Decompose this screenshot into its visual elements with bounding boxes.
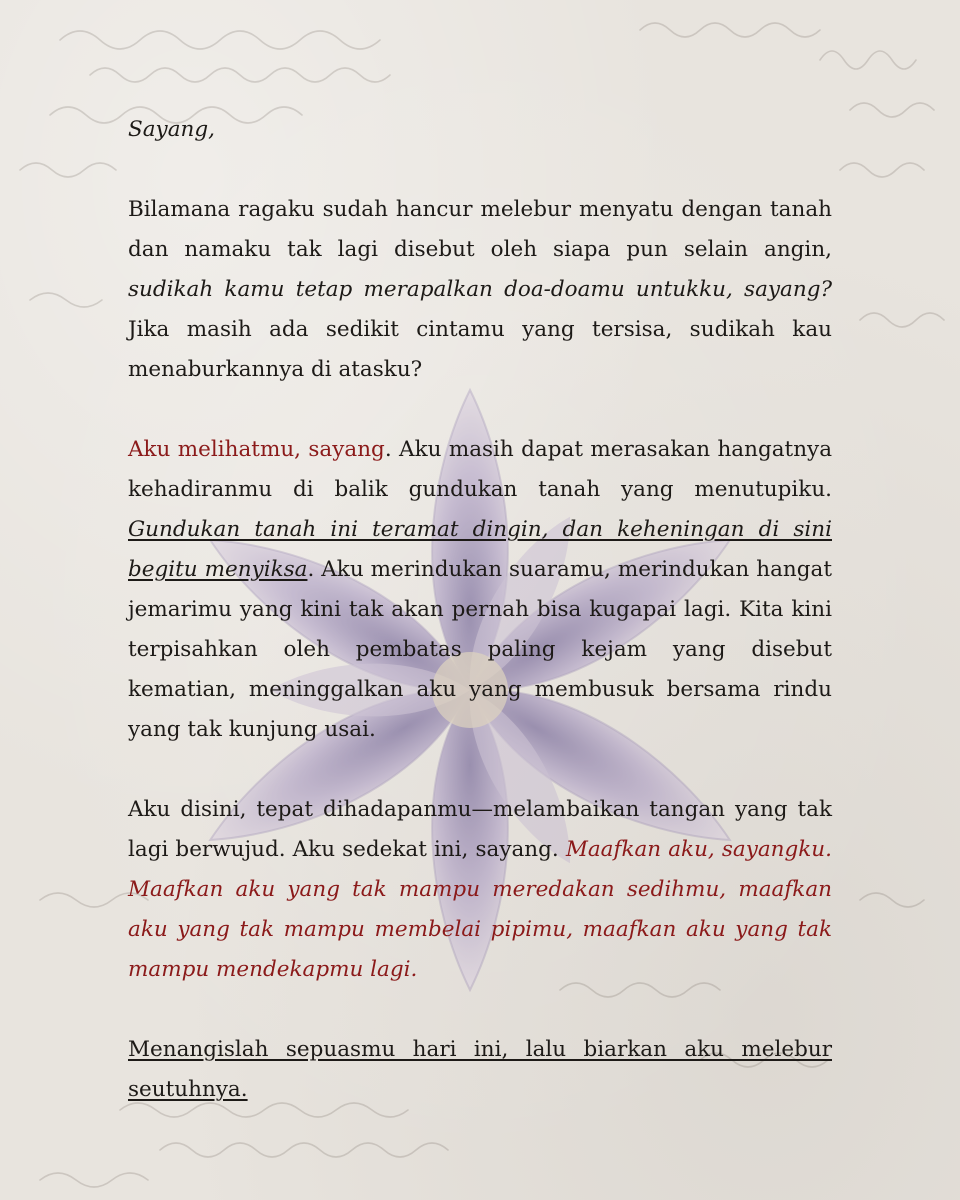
closing-underlined-line: Menangislah sepuasmu hari ini, lalu biarkan aku melebur seutuhnya.: [128, 1037, 832, 1102]
paragraph-1-text-b: Jika masih ada sedikit cintamu yang tersisa, sudikah kau menaburkannya di atasku?: [128, 317, 832, 382]
paragraph-gap: [128, 390, 832, 430]
paragraph-2-text-b: . Aku merindukan suaramu, merindukan hangat jemarimu yang kini tak akan pernah bisa kugapai lagi. Kita kini terpisahkan oleh pembatas paling kejam yang disebut kematian, meninggalkan aku yang membusuk bersama rindu yang tak kunjung usai.: [128, 557, 832, 742]
paragraph-3: [128, 790, 832, 990]
paragraph-gap: [128, 750, 832, 790]
paragraph-3-text: Aku disini, tepat dihadapanmu—melambaikan tangan yang tak lagi berwujud. Aku sedekat ini, sayang.: [128, 797, 832, 862]
paragraph-3-red-italic-apology: Maafkan aku, sayangku. Maafkan aku yang tak mampu meredakan sedihmu, maafkan aku yang tak mampu membelai pipimu, maafkan aku yang tak mampu mendekapmu lagi.: [128, 837, 832, 982]
paragraph-1-italic-question: sudikah kamu tetap merapalkan doa-doamu untukku, sayang?: [128, 277, 832, 302]
letter-body: [128, 110, 832, 1110]
paragraph-1: [128, 190, 832, 390]
salutation: Sayang,: [128, 117, 215, 142]
paragraph-2-underlined-italic: Gundukan tanah ini teramat dingin, dan keheningan di sini begitu menyiksa: [128, 517, 832, 582]
paragraph-2-text-a: . Aku masih dapat merasakan hangatnya kehadiranmu di balik gundukan tanah yang menutupiku.: [128, 437, 833, 502]
paragraph-2: [128, 430, 832, 750]
paragraph-2-red-phrase: Aku melihatmu, sayang: [128, 437, 385, 462]
paragraph-4: [128, 1030, 832, 1110]
paragraph-gap: [128, 150, 832, 190]
paragraph-gap: [128, 990, 832, 1030]
paragraph-1-text-a: Bilamana ragaku sudah hancur melebur menyatu dengan tanah dan namaku tak lagi disebut oleh siapa pun selain angin,: [128, 197, 832, 262]
